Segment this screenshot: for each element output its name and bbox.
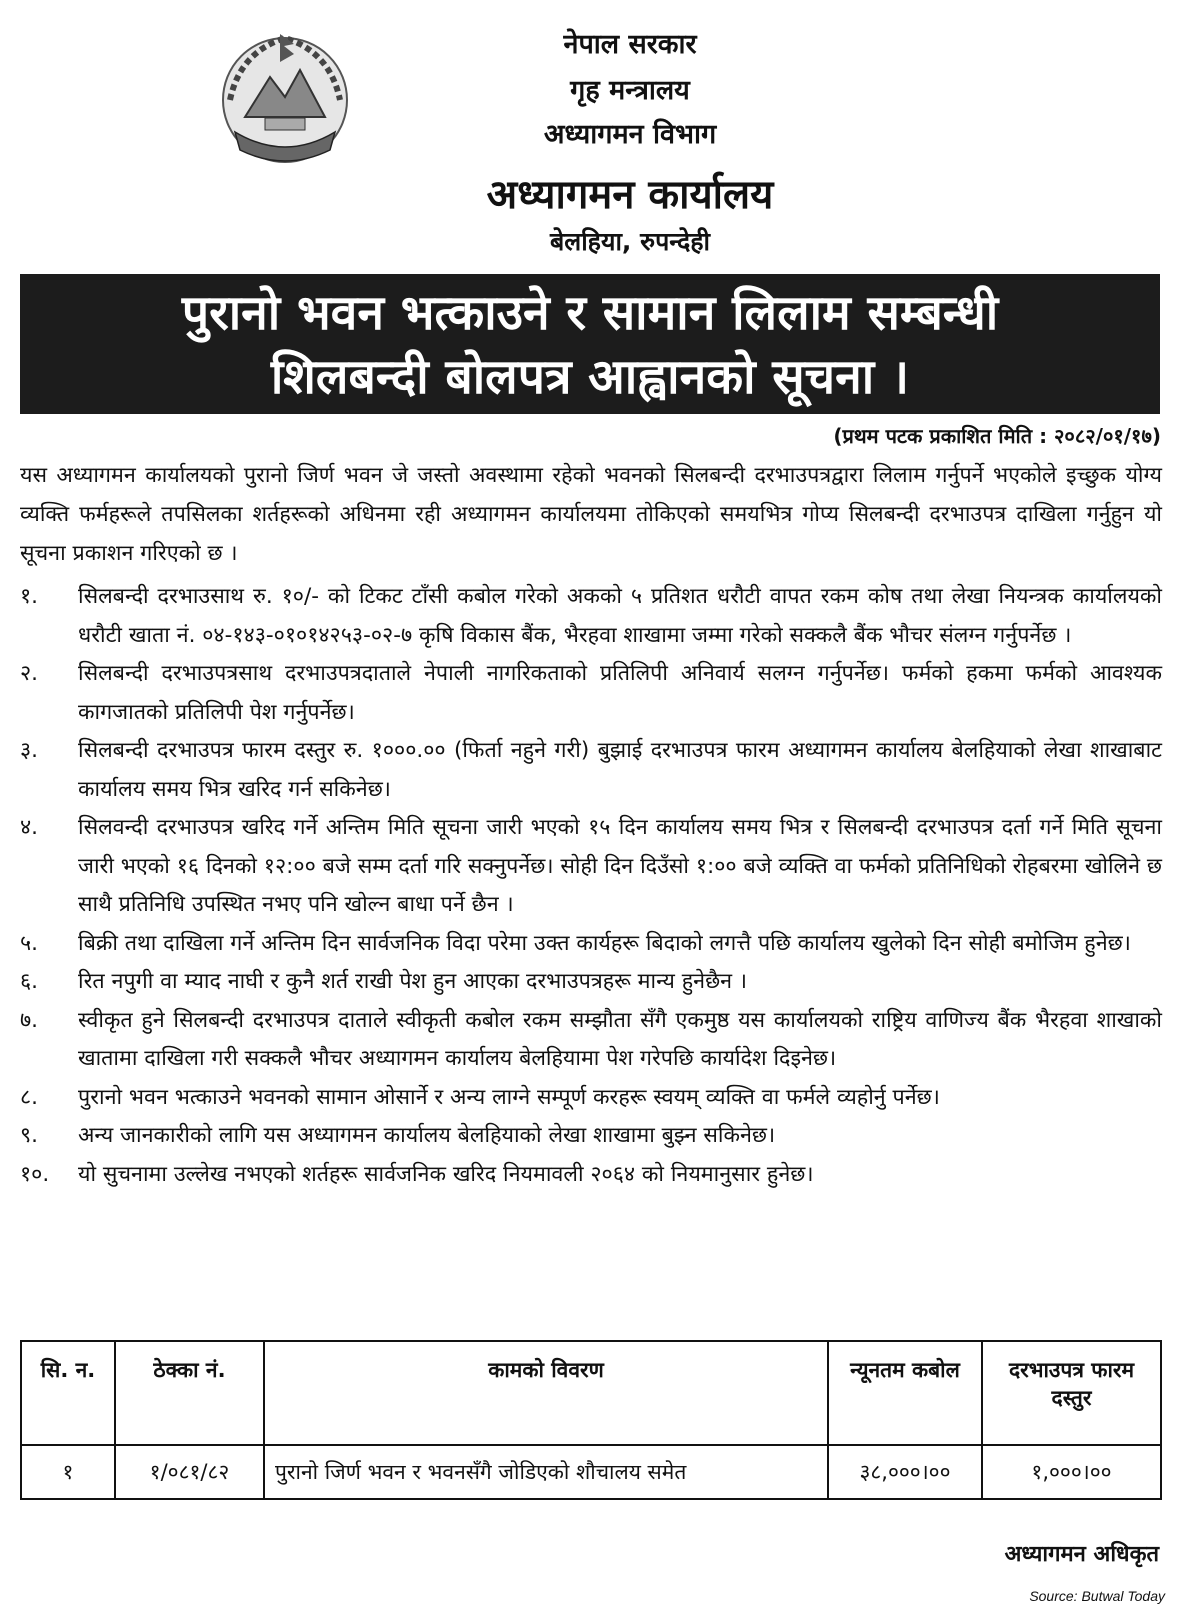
table-row	[21, 1445, 1161, 1499]
term-number: ४.	[20, 815, 39, 840]
list-item	[20, 1156, 1162, 1195]
term-number: ५.	[20, 930, 39, 956]
term-text: अन्य जानकारीको लागि यस अध्यागमन कार्यालय बेलहियाको लेखा शाखामा बुझ्न सकिनेछ।	[78, 1123, 776, 1148]
term-text: रित नपुगी वा म्याद नाघी र कुनै शर्त राखी पेश हुन आएका दरभाउपत्रहरू मान्य हुनेछैन ।	[78, 969, 748, 994]
term-number: ९.	[20, 1123, 39, 1148]
source-credit: Source: Butwal Today	[1029, 1588, 1165, 1604]
term-text: सिलबन्दी दरभाउपत्र फारम दस्तुर रु. १०००.०० (फिर्ता नहुने गरी) बुझाई दरभाउपत्र फारम अध्यागमन कार्यालय बेलहियाको लेखा शाखाबाट कार्यालय समय भित्र खरिद गर्न सकिनेछ।	[78, 738, 1162, 802]
term-text: बिक्री तथा दाखिला गर्ने अन्तिम दिन सार्वजनिक विदा परेमा उक्त कार्यहरू बिदाको लगत्तै पछि कार्यालय खुलेको दिन सोही बमोजिम हुनेछ।	[78, 930, 1131, 956]
government-name: नेपाल सरकार	[563, 29, 697, 60]
term-text: सिलबन्दी दरभाउपत्रसाथ दरभाउपत्रदाताले नेपाली नागरिकताको प्रतिलिपी अनिवार्य सलग्न गर्नुपर्नेछ। फर्मको हकमा फर्मको आवश्यक कागजातको प्रतिलिपी पेश गर्नुपर्नेछ।	[78, 661, 1162, 725]
ministry-name: गृह मन्त्रालय	[570, 75, 690, 106]
column-header-contract-no: ठेक्का नं.	[115, 1341, 264, 1445]
term-number: २.	[20, 661, 39, 686]
terms-list	[20, 578, 1162, 1194]
signatory: अध्यागमन अधिकृत	[1004, 1542, 1159, 1567]
cell-description: पुरानो जिर्ण भवन र भवनसँगै जोडिएको शौचालय समेत	[264, 1445, 828, 1499]
notice-title-line1: पुरानो भवन भत्काउने र सामान लिलाम सम्बन्धी	[181, 285, 999, 341]
tender-table	[20, 1340, 1162, 1500]
column-header-serial: सि. न.	[21, 1341, 115, 1445]
cell-serial: १	[21, 1445, 115, 1499]
office-location: बेलहिया, रुपन्देही	[549, 227, 711, 256]
published-date: (प्रथम पटक प्रकाशित मिति : २०८२/०१/१७)	[833, 424, 1161, 448]
term-text: सिलवन्दी दरभाउपत्र खरिद गर्ने अन्तिम मिति सूचना जारी भएको १५ दिन कार्यालय समय भित्र र सिलबन्दी दरभाउपत्र दर्ता गर्ने मिति सूचना जारी भएको १६ दिनको १२:०० बजे सम्म दर्ता गरि सक्नुपर्नेछ। सोही दिन दिउँसो १:०० बजे व्यक्ति वा फर्मको प्रतिनिधिको रोहबरमा खोलिने छ साथै प्रतिनिधि उपस्थित नभए पनि खोल्न बाधा पर्ने छैन ।	[78, 815, 1162, 917]
office-name: अध्यागमन कार्यालय	[486, 172, 774, 218]
cell-minimum-bid: ३८,०००।००	[828, 1445, 982, 1499]
cell-form-fee: १,०००।००	[982, 1445, 1161, 1499]
department-name: अध्यागमन विभाग	[543, 119, 717, 150]
notice-title-line2: शिलबन्दी बोलपत्र आह्वानको सूचना ।	[270, 349, 910, 405]
list-item	[20, 1117, 1162, 1156]
term-text: यो सुचनामा उल्लेख नभएको शर्तहरू सार्वजनिक खरिद नियमावली २०६४ को नियमानुसार हुनेछ।	[78, 1161, 814, 1187]
term-number: ८.	[20, 1084, 39, 1110]
column-header-minimum-bid: न्यूनतम कबोल	[828, 1341, 982, 1445]
list-item	[20, 1079, 1162, 1118]
list-item	[20, 963, 1162, 1002]
intro-paragraph: यस अध्यागमन कार्यालयको पुरानो जिर्ण भवन जे जस्तो अवस्थामा रहेको भवनको सिलबन्दी दरभाउपत्रद्वारा लिलाम गर्नुपर्ने भएकोले इच्छुक योग्य व्यक्ति फर्महरूले तपसिलका शर्तहरूको अधिनमा रही अध्यागमन कार्यालयमा तोकिएको समयभित्र गोप्य सिलबन्दी दरभाउपत्र दाखिला गर्नुहुन यो सूचना प्रकाशन गरिएको छ ।	[20, 463, 1162, 566]
nepal-government-emblem-icon	[210, 22, 360, 172]
cell-contract-no: १/०८१/८२	[115, 1445, 264, 1499]
term-number: ७.	[20, 1007, 39, 1033]
list-item	[20, 925, 1162, 964]
notice-title-banner	[20, 274, 1160, 414]
list-item	[20, 578, 1162, 655]
list-item	[20, 809, 1162, 925]
term-text: स्वीकृत हुने सिलबन्दी दरभाउपत्र दाताले स्वीकृती कबोल रकम सम्झौता सँगै एकमुष्ठ यस कार्यालयको राष्ट्रिय वाणिज्य बैंक भैरहवा शाखाको खातामा दाखिला गरी सक्कलै भौचर अध्यागमन कार्यालय बेलहियामा पेश गरेपछि कार्यादेश दिइनेछ।	[78, 1007, 1162, 1071]
term-number: ६.	[20, 969, 39, 994]
term-number: ३.	[20, 738, 39, 763]
term-text: सिलबन्दी दरभाउसाथ रु. १०/- को टिकट टाँसी कबोल गरेको अकको ५ प्रतिशत धरौटी वापत रकम कोष तथा लेखा नियन्त्रक कार्यालयको धरौटी खाता नं. ०४-१४३-०१०१४२५३-०२-७ कृषि विकास बैंक, भैरहवा शाखामा जम्मा गरेको सक्कलै बैंक भौचर संलग्न गर्नुपर्नेछ ।	[78, 584, 1162, 648]
list-item	[20, 1002, 1162, 1079]
column-header-description: कामको विवरण	[264, 1341, 828, 1445]
term-number: १.	[20, 584, 39, 609]
list-item	[20, 655, 1162, 732]
column-header-form-fee: दरभाउपत्र फारम दस्तुर	[982, 1341, 1161, 1445]
table-header-row	[21, 1341, 1161, 1445]
list-item	[20, 732, 1162, 809]
term-number: १०.	[20, 1161, 50, 1187]
term-text: पुरानो भवन भत्काउने भवनको सामान ओसार्ने र अन्य लाग्ने सम्पूर्ण करहरू स्वयम् व्यक्ति वा फर्मले व्यहोर्नु पर्नेछ।	[78, 1084, 940, 1110]
